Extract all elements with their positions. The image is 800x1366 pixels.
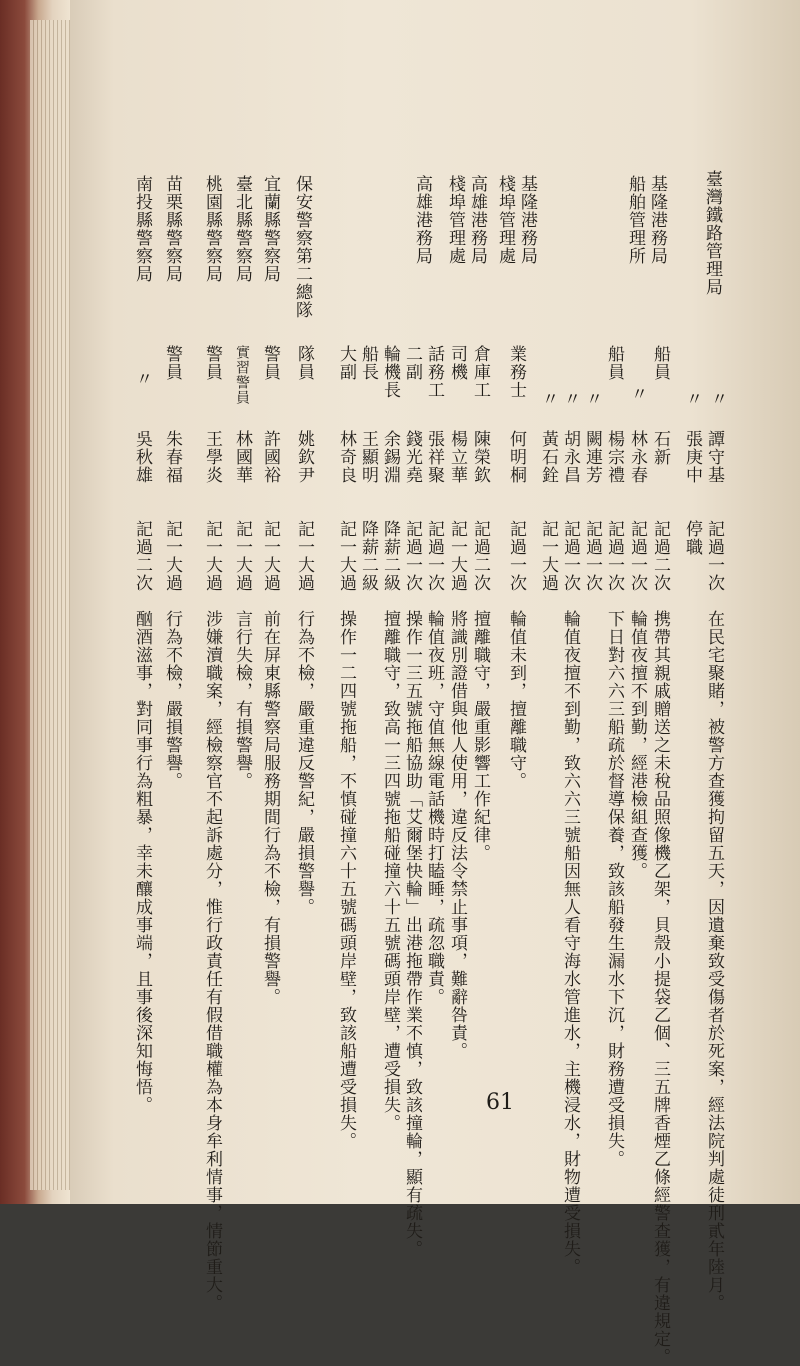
agency-text: 南投縣警察局 — [132, 175, 152, 283]
entry-penalty: 記過一次 — [506, 520, 526, 592]
entry-penalty: 記過二次 — [650, 520, 670, 592]
entry-title: 船長 — [358, 345, 378, 381]
entry-reason: 酗酒滋事，對同事行為粗暴，幸未釀成事端，且事後深知悔悟。 — [132, 610, 152, 1114]
entry-name: 張庚中 — [682, 430, 702, 484]
entry-name: 張祥聚 — [424, 430, 444, 484]
entry-title: 船員 — [604, 345, 624, 381]
entry-name: 林永春 — [627, 430, 647, 484]
entry-agency — [700, 170, 725, 296]
entry-reason: 携帶其親戚贈送之未稅品照像機乙架，貝殼小提袋乙個、三五牌香煙乙條經警查獲，有違規定。 — [650, 610, 670, 1366]
entry-title: 輪機長 — [380, 345, 400, 399]
agency-text: 苗栗縣警察局 — [162, 175, 182, 283]
entry-name: 何明桐 — [506, 430, 526, 484]
entry-name: 譚守基 — [704, 430, 724, 484]
entry-agency — [160, 175, 185, 283]
entry-reason: 言行失檢，有損警譽。 — [232, 610, 252, 790]
entry-title: 司機 — [447, 345, 467, 381]
entry-reason: 下日對六六三船疏於督導保養，致該船發生漏水下沉，財務遭受損失。 — [604, 610, 624, 1168]
entry-reason: 操作一二四號拖船，不慎碰撞六十五號碼頭岸壁，致該船遭受損失。 — [336, 610, 356, 1150]
agency-text: 棧埠管理處 — [445, 175, 465, 265]
entry-agency — [290, 175, 315, 319]
entry-reason: 行為不檢，嚴重違反警紀，嚴損警譽。 — [294, 610, 314, 916]
entry-agency — [515, 175, 540, 265]
entry-title: 〃 — [682, 390, 702, 408]
agency-text: 保安警察第二總隊 — [292, 175, 312, 319]
entry-name: 吳秋雄 — [132, 430, 152, 484]
entry-reason: 將識別證借與他人使用，違反法令禁止事項，難辭咎責。 — [447, 610, 467, 1060]
entry-agency — [465, 175, 490, 265]
entry-name: 胡永昌 — [560, 430, 580, 484]
entry-name: 許國裕 — [260, 430, 280, 484]
entry-penalty: 記過一次 — [402, 520, 422, 592]
entries-region — [70, 0, 800, 1366]
entry-title: 警員 — [202, 345, 222, 381]
entry-penalty: 記一大過 — [538, 520, 558, 592]
entry-reason: 行為不檢，嚴損警譽。 — [162, 610, 182, 790]
entry-name: 林國華 — [232, 430, 252, 484]
agency-text: 船舶管理所 — [625, 175, 645, 265]
entry-name: 姚欽尹 — [294, 430, 314, 484]
agency-text: 臺灣鐵路管理局 — [702, 170, 722, 296]
entry-penalty: 記一大過 — [447, 520, 467, 592]
agency-text: 基隆港務局 — [517, 175, 537, 265]
entry-penalty: 記一大過 — [202, 520, 222, 592]
entry-penalty: 記過一次 — [424, 520, 444, 592]
entry-name: 林奇良 — [336, 430, 356, 484]
entry-name: 王顯明 — [358, 430, 378, 484]
agency-text: 棧埠管理處 — [495, 175, 515, 265]
entry-title: 〃 — [582, 390, 602, 408]
entry-penalty: 記一大過 — [336, 520, 356, 592]
agency-text: 臺北縣警察局 — [232, 175, 252, 283]
entry-title: 警員 — [162, 345, 182, 381]
entry-reason: 涉嫌瀆職案，經檢察官不起訴處分，惟行政責任有假借職權為本身牟利情事，情節重大。 — [202, 610, 222, 1312]
agency-text: 高雄港務局 — [412, 175, 432, 265]
entry-penalty: 記一大過 — [294, 520, 314, 592]
agency-text: 桃園縣警察局 — [202, 175, 222, 283]
entry-name: 楊宗禮 — [604, 430, 624, 484]
entry-penalty: 記一大過 — [162, 520, 182, 592]
agency-text: 宜蘭縣警察局 — [260, 175, 280, 283]
entry-reason: 輪值未到，擅離職守。 — [506, 610, 526, 790]
entry-penalty: 降薪二級 — [380, 520, 400, 592]
document-page — [70, 0, 800, 1366]
entry-title: 二副 — [402, 345, 422, 381]
entry-name: 黃石銓 — [538, 430, 558, 484]
agency-text: 基隆港務局 — [647, 175, 667, 265]
entry-title: 倉庫工 — [470, 345, 490, 399]
entry-title: 大副 — [336, 345, 356, 381]
entry-title: 實習警員 — [234, 345, 250, 405]
entry-agency — [130, 175, 155, 283]
entry-penalty: 降薪二級 — [358, 520, 378, 592]
entry-title: 〃 — [627, 385, 647, 403]
entry-penalty: 記過一次 — [582, 520, 602, 592]
entry-name: 錢光堯 — [402, 430, 422, 484]
page-number: 61 — [486, 1090, 514, 1115]
entry-penalty: 停職 — [682, 520, 702, 556]
entry-name: 闕連芳 — [582, 430, 602, 484]
entry-agency — [230, 175, 255, 283]
entry-title: 〃 — [707, 390, 727, 408]
entry-penalty: 記過二次 — [132, 520, 152, 592]
entry-reason: 輪值夜班，守值無線電話機時打瞌睡，疏忽職責。 — [424, 610, 444, 1006]
entry-title: 〃 — [560, 390, 580, 408]
entry-reason: 前在屏東縣警察局服務期間行為不檢，有損警譽。 — [260, 610, 280, 1006]
entry-agency — [200, 175, 225, 283]
entry-agency — [410, 175, 435, 265]
entry-title: 船員 — [650, 345, 670, 381]
entry-penalty: 記一大過 — [260, 520, 280, 592]
entry-agency-line2 — [493, 175, 518, 265]
entry-name: 石新 — [650, 430, 670, 466]
entry-penalty: 記過一次 — [560, 520, 580, 592]
entry-penalty: 記過二次 — [470, 520, 490, 592]
entry-reason: 在民宅聚賭，被警方查獲拘留五天，因遺棄致受傷者於死案，經法院判處徒刑貳年陸月。 — [704, 610, 724, 1312]
entry-reason: 擅離職守，嚴重影響工作紀律。 — [470, 610, 490, 862]
entry-name: 朱春福 — [162, 430, 182, 484]
entry-name: 余錫淵 — [380, 430, 400, 484]
entry-reason: 擅離職守，致高一三四號拖船碰撞六十五號碼頭岸壁，遭受損失。 — [380, 610, 400, 1132]
entry-name: 陳榮欽 — [470, 430, 490, 484]
entry-reason: 輪值夜擅不到勤，致六六三號船因無人看守海水管進水，主機浸水，財物遭受損失。 — [560, 610, 580, 1276]
entry-penalty: 記一大過 — [232, 520, 252, 592]
entry-agency — [645, 175, 670, 265]
entry-title: 警員 — [260, 345, 280, 381]
entry-name: 王學炎 — [202, 430, 222, 484]
entry-title: 業務士 — [506, 345, 526, 399]
entry-penalty: 記過一次 — [704, 520, 724, 592]
agency-text: 高雄港務局 — [467, 175, 487, 265]
entry-penalty: 記過一次 — [604, 520, 624, 592]
entry-title: 〃 — [132, 370, 152, 388]
entry-agency-line2 — [443, 175, 468, 265]
entry-agency — [623, 175, 648, 265]
entry-reason: 輪值夜擅不到勤，經港檢組查獲。 — [627, 610, 647, 880]
entry-agency — [258, 175, 283, 283]
entry-reason: 操作一三五號拖船協助「艾爾堡快輪」出港拖帶作業不慎，致該撞輪，顯有疏失。 — [402, 610, 422, 1258]
entry-penalty: 記過一次 — [627, 520, 647, 592]
entry-title: 隊員 — [294, 345, 314, 381]
entry-title: 〃 — [538, 390, 558, 408]
entry-title: 話務工 — [424, 345, 444, 399]
entry-name: 楊立華 — [447, 430, 467, 484]
